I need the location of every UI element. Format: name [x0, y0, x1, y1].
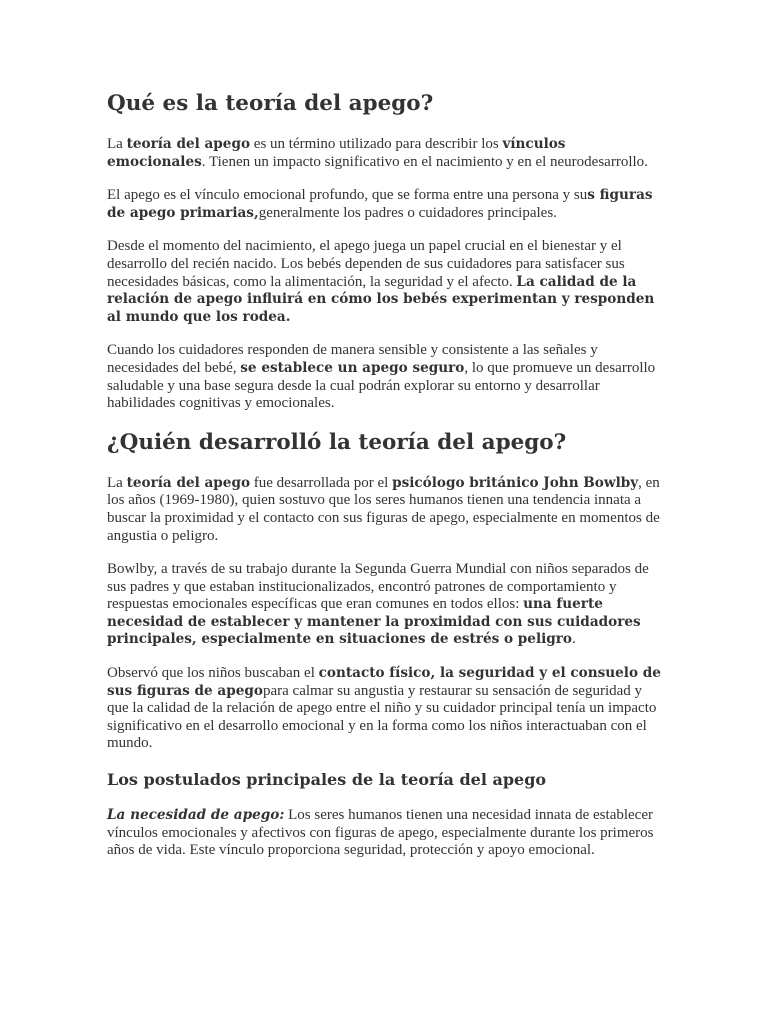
text-span: El apego es el vínculo emocional profundo, que se forma entre una persona y su: [107, 187, 588, 204]
paragraph-definicion: [107, 136, 667, 171]
paragraph-bowlby: [107, 475, 667, 545]
lead-term: La necesidad de apego:: [107, 807, 285, 824]
text-span: Desde el momento del nacimiento, el apego juega un papel crucial en el bienestar y el desarrollo del recién nacido. Los bebés dependen de sus cuidadores para satisfacer sus necesidades básicas, como la alimentación, la seguridad y el afecto.: [107, 238, 625, 290]
bold-text: La calidad de la relación de apego influirá en cómo los bebés experimentan y responden al mundo que los rodea.: [107, 273, 655, 325]
text-span: , lo que promueve un desarrollo saludable y una base segura desde la cual podrán explorar su entorno y desarrollar habilidades cognitivas y emocionales.: [107, 359, 656, 412]
text-span: es un término utilizado para describir los: [250, 136, 503, 152]
paragraph-observo: [107, 665, 667, 753]
section-title-que-es: Qué es la teoría del apego?: [107, 91, 434, 116]
text-span: La: [107, 136, 127, 152]
section-title-quien: ¿Quién desarrolló la teoría del apego?: [107, 429, 567, 455]
text-span: , en los años (1969-1980), quien sostuvo que los seres humanos tienen una tendencia innata a buscar la proximidad y el contacto con sus figuras de apego, especialmente en momentos de angustia o peligro.: [107, 474, 660, 544]
paragraph-nacimiento: [107, 238, 667, 326]
text-span: generalmente los padres o cuidadores principales.: [258, 204, 557, 221]
section-title-postulados: Los postulados principales de la teoría del apego: [107, 770, 547, 790]
text-span: . Tienen un impacto significativo en el nacimiento y en el neurodesarrollo.: [201, 153, 648, 170]
bold-text: se establece un apego seguro: [240, 359, 465, 376]
bold-text: una fuerte necesidad de establecer y mantener la proximidad con sus cuidadores principales, especialmente en situaciones de estrés o peligro: [107, 596, 641, 648]
text-span: Observó que los niños buscaban el: [107, 665, 319, 682]
bold-text: teoría del apego: [126, 474, 251, 491]
bold-text: vínculos emocionales: [107, 136, 566, 170]
paragraph-vinculo: [107, 187, 667, 222]
text-span: para calmar su angustia y restaurar su sensación de seguridad y que la calidad de la relación de apego entre el niño y su cuidador principal tenía un impacto significativo en el desarrollo emocional y en la forma como los niños interactuaban con el mundo.: [107, 682, 657, 752]
paragraph-cuidadores: [107, 342, 667, 412]
text-span: fue desarrollada por el: [250, 474, 393, 491]
bold-text: s figuras de apego primarias,: [107, 187, 653, 221]
text-span: Cuando los cuidadores responden de manera sensible y consistente a las señales y necesidades del bebé,: [107, 342, 598, 376]
text-span: Los seres humanos tienen una necesidad innata de establecer vínculos emocionales y afectivos con figuras de apego, especialmente durante los primeros años de vida. Este vínculo proporciona seguridad, protección y apoyo emocional.: [107, 807, 654, 859]
bold-text: teoría del apego: [126, 136, 251, 152]
paragraph-necesidad: [107, 807, 667, 860]
paragraph-guerra: [107, 561, 667, 649]
article-page: [107, 90, 667, 876]
text-span: .: [572, 631, 576, 648]
text-span: Bowlby, a través de su trabajo durante la Segunda Guerra Mundial con niños separados de sus padres y que estaban institucionalizados, encontró patrones de comportamiento y respuestas emocionales específicas que eran comunes en todos ellos:: [107, 561, 649, 613]
text-span: La: [107, 474, 127, 491]
bold-text: contacto físico, la seguridad y el consuelo de sus figuras de apego: [107, 665, 661, 699]
bold-text: psicólogo británico John Bowlby: [392, 474, 639, 491]
